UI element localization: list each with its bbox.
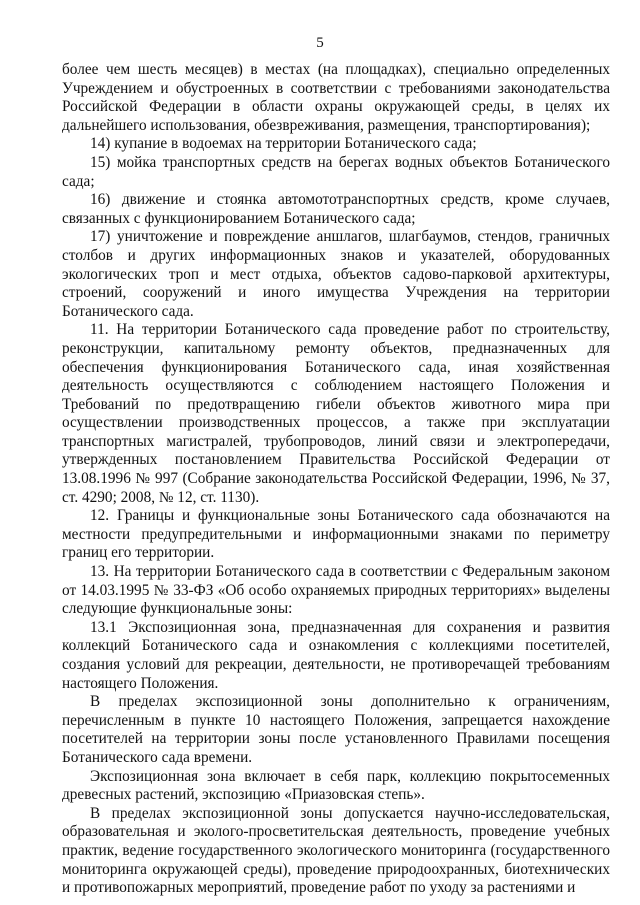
clause-13-1: 13.1 Экспозиционная зона, предназначенная для сохранения и развития коллекций Ботанического сада и ознакомления с коллекциями посетителей, создания условий для рекреации, деятельности, не противоречащей требованиям настоящего Положения.: [62, 618, 610, 692]
list-item-16: 16) движение и стоянка автомототранспортных средств, кроме случаев, связанных с функционированием Ботанического сада;: [62, 191, 610, 227]
paragraph-restrictions: В пределах экспозиционной зоны дополнительно к ограничениям, перечисленным в пункте 10 настоящего Положения, запрещается нахождение посетителей на территории зоны после установленного Правилами посещения Ботанического сада времени.: [62, 693, 610, 766]
document-body: [62, 61, 610, 898]
clause-13: 13. На территории Ботанического сада в соответствии с Федеральным законом от 14.03.1995 № 33-ФЗ «Об особо охраняемых природных территориях» выделены следующие функциональные зоны:: [62, 563, 610, 618]
clause-11: 11. На территории Ботанического сада проведение работ по строительству, реконструкции, капитальному ремонту объектов, предназначенных для обеспечения функционирования Ботанического сада, иная хозяйственная деятельность осуществляются с соблюдением настоящего Положения и Требований по предотвращению гибели объектов животного мира при осуществлении производственных процессов, а также при эксплуатации транспортных магистралей, трубопроводов, линий связи и электропередачи, утвержденных постановлением Правительства Российской Федерации от 13.08.1996 № 997 (Собрание законодательства Российской Федерации, 1996, № 37, ст. 4290; 2008, № 12, ст. 1130).: [62, 321, 610, 506]
clause-12: 12. Границы и функциональные зоны Ботанического сада обозначаются на местности предупредительными и информационными знаками по периметру границ его территории.: [62, 507, 610, 562]
list-item-17: 17) уничтожение и повреждение аншлагов, шлагбаумов, стендов, граничных столбов и других информационных знаков и указателей, оборудованных экологических троп и мест отдыха, объектов садово-парковой архитектуры, строений, сооружений и иного имущества Учреждения на территории Ботанического сада.: [62, 228, 610, 320]
paragraph-permitted-activities: В пределах экспозиционной зоны допускается научно-исследовательская, образовательная и эколого-просветительская деятельность, проведение учебных практик, ведение государственного экологического мониторинга (государственного мониторинга окружающей среды), проведение природоохранных, биотехнических и противопожарных мероприятий, проведение работ по уходу за растениями и: [62, 804, 610, 897]
list-item-15: 15) мойка транспортных средств на берегах водных объектов Ботанического сада;: [62, 153, 610, 190]
paragraph-continuation: более чем шесть месяцев) в местах (на площадках), специально определенных Учреждением и обустроенных в соответствии с требованиями законодательства Российской Федерации в области охраны окружающей среды, в целях их дальнейшего использования, обезвреживания, размещения, транспортирования);: [62, 61, 610, 134]
page-number: 5: [316, 35, 324, 51]
paragraph-zone-composition: Экспозиционная зона включает в себя парк, коллекцию покрытосеменных древесных растений, экспозицию «Приазовская степь».: [62, 767, 610, 804]
list-item-14: 14) купание в водоемах на территории Ботанического сада;: [90, 135, 477, 153]
